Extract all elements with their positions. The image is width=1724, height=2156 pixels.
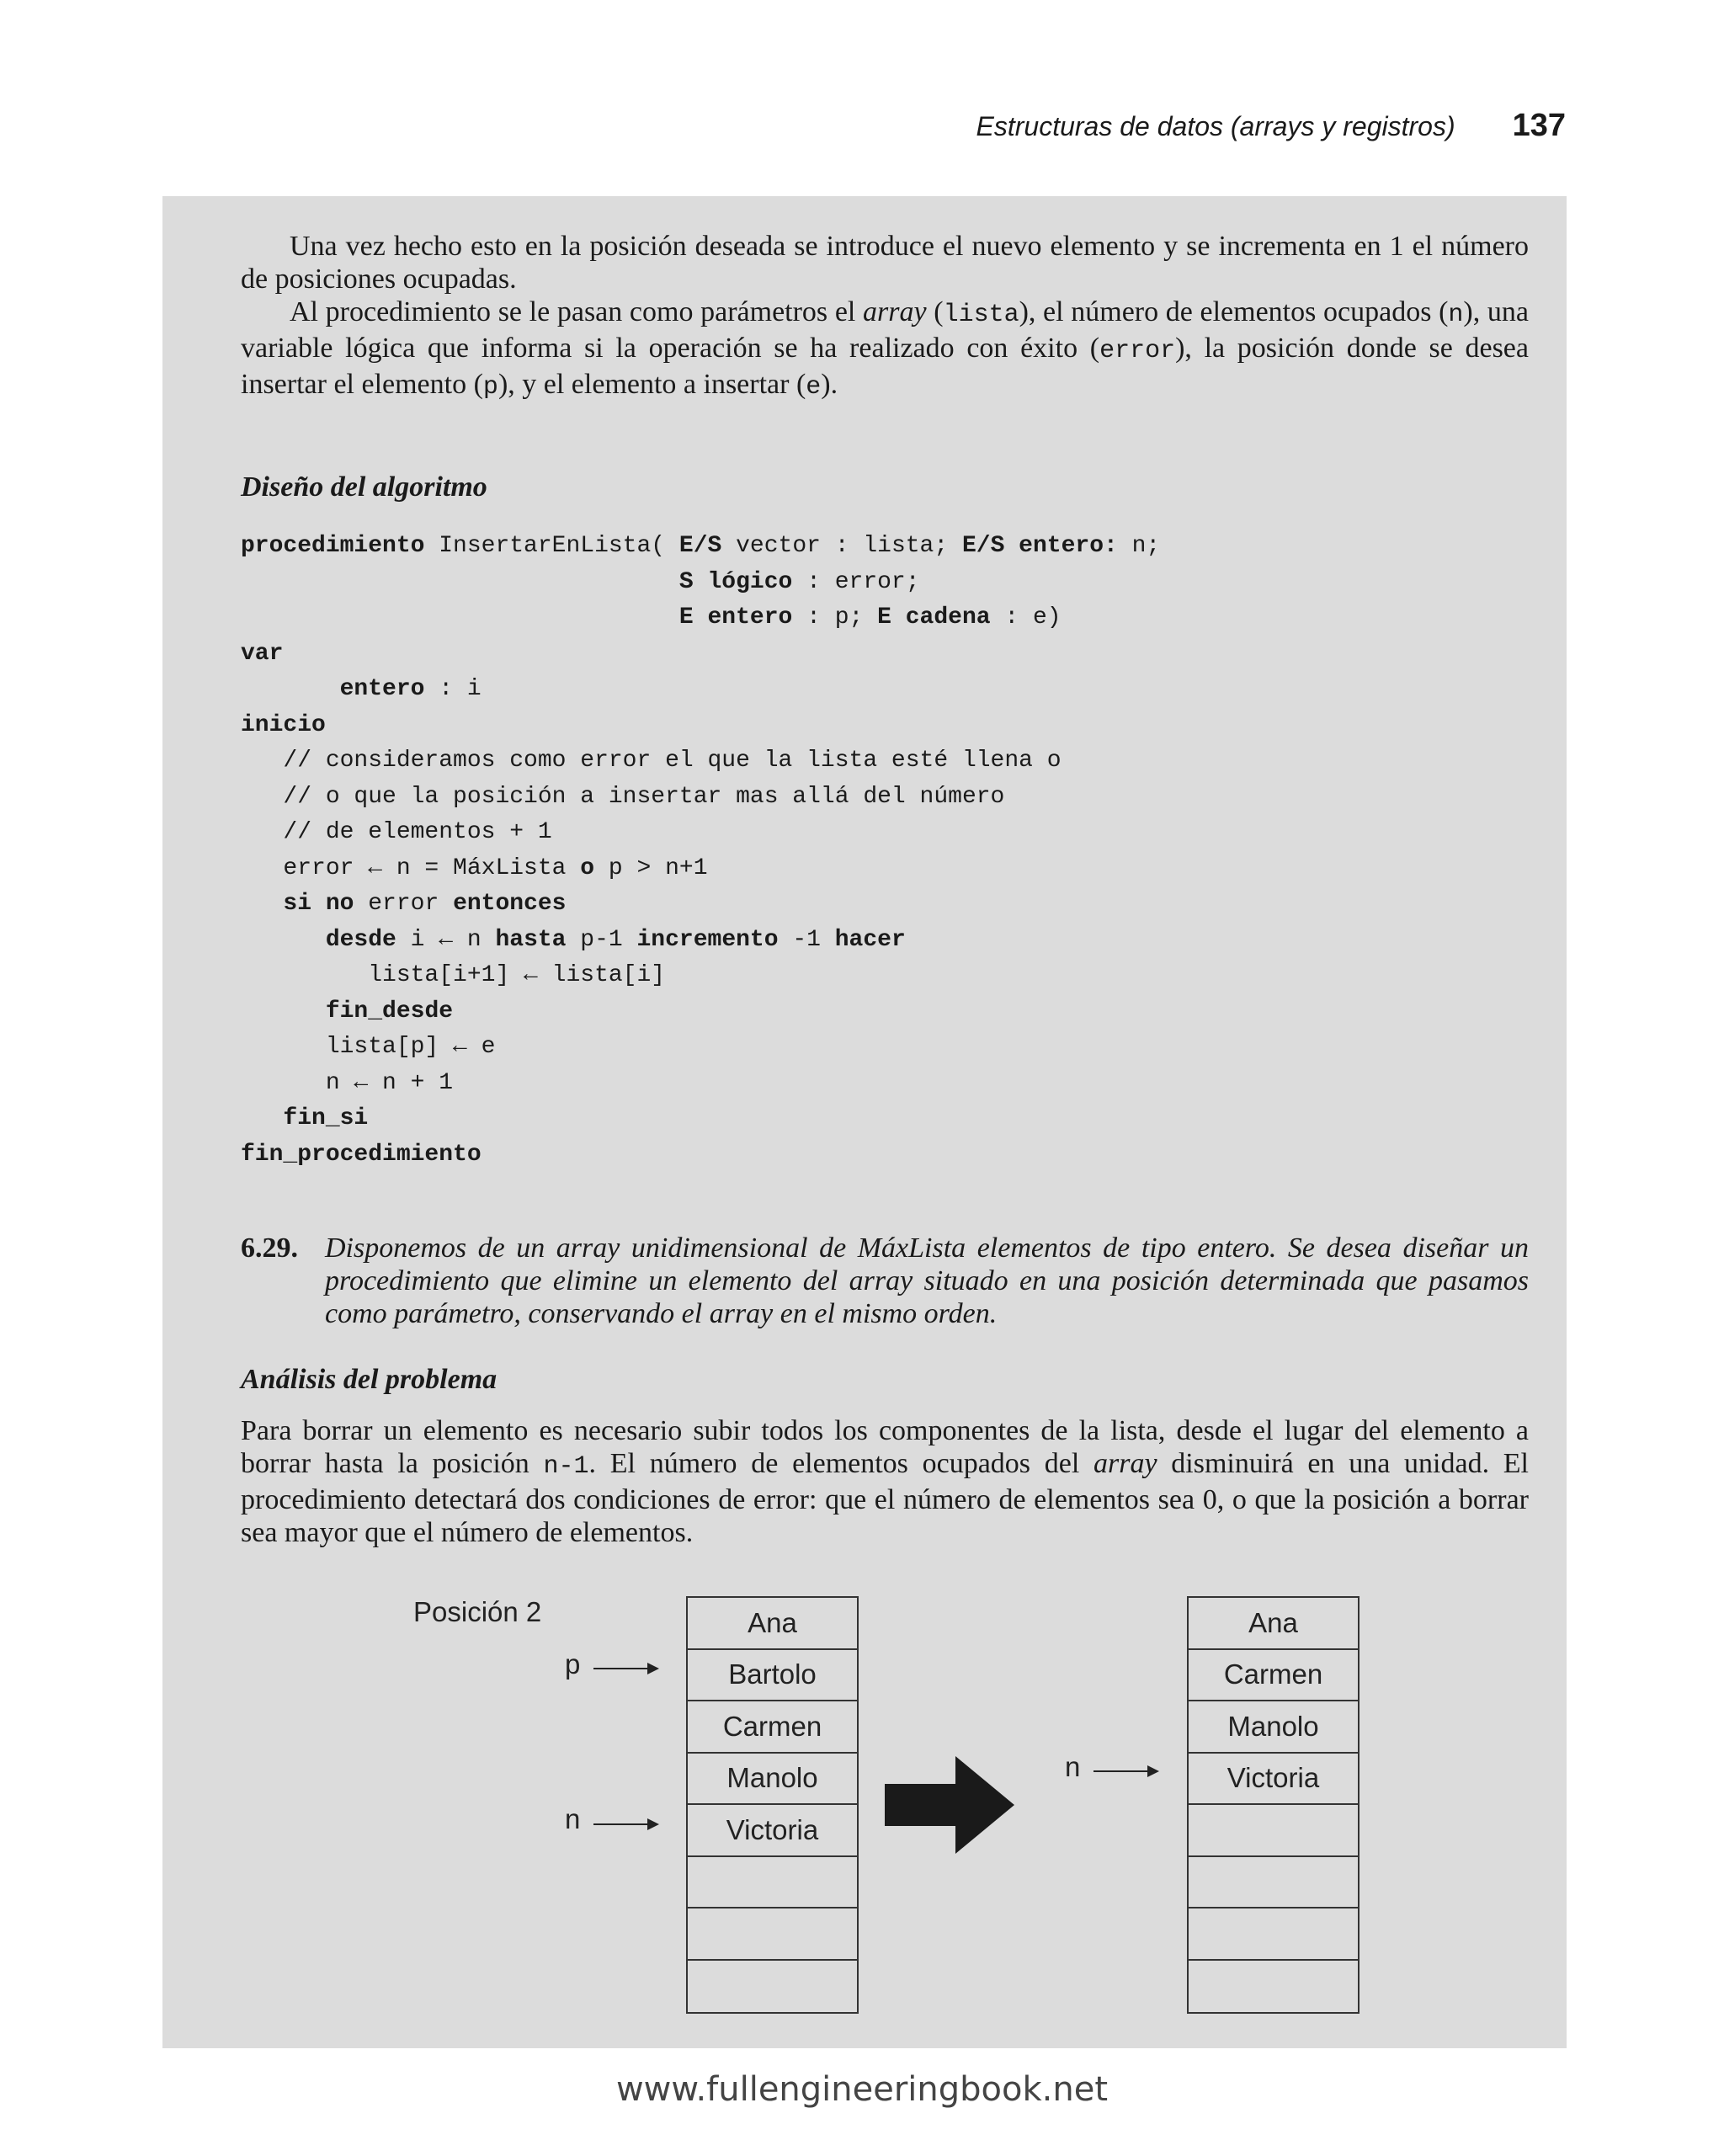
text-run: ), y el elemento a insertar ( xyxy=(498,369,806,400)
code-lista: lista xyxy=(943,301,1019,329)
code-line xyxy=(241,529,1529,565)
list-cell xyxy=(1189,1908,1358,1961)
code-line: n ← n + 1 xyxy=(241,1069,454,1096)
list-cell: Bartolo xyxy=(688,1650,857,1702)
code-listing xyxy=(241,529,1529,1173)
text-run: Al procedimiento se le pasan como parámetros el xyxy=(290,296,864,327)
list-cell xyxy=(1189,1805,1358,1857)
content-column xyxy=(241,230,1529,1549)
list-cell: Ana xyxy=(1189,1598,1358,1650)
code-error: error xyxy=(1099,337,1176,365)
code-text: error ← n = MáxLista xyxy=(241,854,581,881)
code-line xyxy=(241,600,1529,636)
list-after xyxy=(1187,1596,1360,2014)
n-pointer-arrow-before xyxy=(593,1823,657,1825)
n-label-after: n xyxy=(1065,1751,1081,1782)
text-run: ), la posición donde se desea insertar el elemento ( xyxy=(241,333,1529,400)
n-label-before: n xyxy=(565,1803,581,1834)
keyword: E entero xyxy=(678,604,793,631)
code-text: error xyxy=(354,891,454,917)
page-number: 137 xyxy=(1512,108,1566,143)
code-text: InsertarEnLista( xyxy=(424,533,679,559)
deletion-diagram xyxy=(162,1596,1567,2034)
keyword: desde xyxy=(325,926,396,953)
intro-paragraph-2 xyxy=(241,295,1529,404)
code-text: n; xyxy=(1117,533,1161,559)
code-line: // de elementos + 1 xyxy=(241,819,552,845)
code-line: // o que la posición a insertar mas allá del número xyxy=(241,783,1005,810)
list-cell: Carmen xyxy=(1189,1650,1358,1702)
text-run: . El número de elementos ocupados del xyxy=(588,1448,1093,1479)
code-line xyxy=(241,923,1529,959)
transform-arrow-icon xyxy=(885,1756,1014,1854)
code-line xyxy=(241,886,1529,923)
code-text: p-1 xyxy=(566,926,637,953)
term-array: array xyxy=(863,296,927,327)
code-text: : p; xyxy=(792,604,878,631)
keyword: E/S xyxy=(678,533,722,559)
list-cell xyxy=(688,1908,857,1961)
keyword: hasta xyxy=(495,926,567,953)
code-line xyxy=(241,1137,1529,1174)
keyword: incremento xyxy=(636,926,779,953)
code-line xyxy=(241,1101,1529,1137)
keyword: S lógico xyxy=(678,568,793,595)
code-e: e xyxy=(806,373,822,402)
keyword: var xyxy=(241,640,284,667)
indent xyxy=(241,604,679,631)
position-label: Posición 2 xyxy=(413,1596,542,1627)
indent xyxy=(241,927,326,953)
exercise-number: 6.29. xyxy=(241,1232,298,1264)
list-before xyxy=(686,1596,859,2014)
running-head xyxy=(976,108,1566,144)
text-run: disminuirá en una unidad. El procedimiento detectará dos condiciones de error: que el número de elementos sea 0, o que la posición a borrar sea mayor que el número de elementos. xyxy=(241,1448,1529,1548)
footer-url: www.fullengineeringbook.net xyxy=(615,2070,1109,2109)
list-cell xyxy=(688,1857,857,1909)
p-pointer-arrow xyxy=(593,1668,657,1669)
list-cell xyxy=(688,1961,857,2013)
list-cell: Carmen xyxy=(688,1701,857,1754)
p-label: p xyxy=(565,1648,581,1680)
keyword: inicio xyxy=(241,711,326,738)
list-cell xyxy=(1189,1857,1358,1909)
code-line xyxy=(241,636,1529,673)
keyword: E cadena xyxy=(877,604,991,631)
keyword: si no xyxy=(283,891,354,917)
code-text: p > n+1 xyxy=(594,854,708,881)
code-line: lista[i+1] ← lista[i] xyxy=(241,962,666,988)
exercise xyxy=(241,1232,1529,1330)
code-text: -1 xyxy=(778,926,835,953)
code-text: : error; xyxy=(792,568,920,595)
code-n-minus-1: n-1 xyxy=(543,1452,589,1481)
list-cell: Victoria xyxy=(1189,1754,1358,1806)
list-cell: Manolo xyxy=(688,1754,857,1806)
keyword: entonces xyxy=(453,891,567,917)
analysis-paragraph xyxy=(241,1414,1529,1549)
indent xyxy=(241,1105,283,1131)
design-heading: Diseño del algoritmo xyxy=(241,471,487,503)
code-text: : i xyxy=(424,676,482,702)
keyword: o xyxy=(580,854,595,881)
code-text: vector : lista; xyxy=(721,533,962,559)
code-line xyxy=(241,994,1529,1030)
keyword: fin_si xyxy=(283,1105,369,1131)
code-line xyxy=(241,708,1529,744)
text-run: ). xyxy=(821,369,838,400)
keyword: hacer xyxy=(834,926,906,953)
list-cell: Manolo xyxy=(1189,1701,1358,1754)
code-n: n xyxy=(1448,301,1464,329)
keyword: fin_procedimiento xyxy=(241,1141,482,1168)
code-p: p xyxy=(482,373,498,402)
analysis-heading: Análisis del problema xyxy=(241,1364,498,1395)
text-run: Para borrar un elemento es necesario subir todos los componentes de la lista, desde el lugar del elemento a borrar hasta la posición xyxy=(241,1415,1529,1479)
intro-paragraph-1: Una vez hecho esto en la posición deseada se introduce el nuevo elemento y se incrementa en 1 el número de posiciones ocupadas. xyxy=(241,231,1529,295)
code-text: : e) xyxy=(990,604,1062,631)
keyword: fin_desde xyxy=(325,998,454,1025)
indent xyxy=(241,676,340,702)
code-line xyxy=(241,851,1529,887)
list-cell: Victoria xyxy=(688,1805,857,1857)
exercise-statement: Disponemos de un array unidimensional de MáxLista elementos de tipo entero. Se desea diseñar un procedimiento que elimine un elemento del array situado en una posición determinada que pasamos como parámetro, conservando el array en el mismo orden. xyxy=(325,1232,1529,1329)
text-run: ( xyxy=(926,296,944,327)
code-line: // consideramos como error el que la lista esté llena o xyxy=(241,748,1062,774)
term-array: array xyxy=(1093,1448,1157,1479)
keyword: procedimiento xyxy=(241,533,425,559)
list-cell xyxy=(1189,1961,1358,2013)
keyword: entero xyxy=(339,676,425,702)
indent xyxy=(241,891,283,917)
keyword: E/S entero: xyxy=(961,533,1118,559)
code-line xyxy=(241,672,1529,708)
text-run: ), el número de elementos ocupados ( xyxy=(1019,296,1449,327)
text-run: ), una variable lógica que informa si la operación se ha realizado con éxito ( xyxy=(241,296,1529,364)
indent xyxy=(241,569,679,595)
code-line: lista[p] ← e xyxy=(241,1034,496,1060)
list-cell: Ana xyxy=(688,1598,857,1650)
code-text: i ← n xyxy=(396,926,496,953)
n-pointer-arrow-after xyxy=(1093,1770,1157,1772)
content-panel xyxy=(162,196,1567,2048)
code-line xyxy=(241,565,1529,601)
indent xyxy=(241,998,326,1025)
running-title: Estructuras de datos (arrays y registros) xyxy=(976,111,1455,141)
